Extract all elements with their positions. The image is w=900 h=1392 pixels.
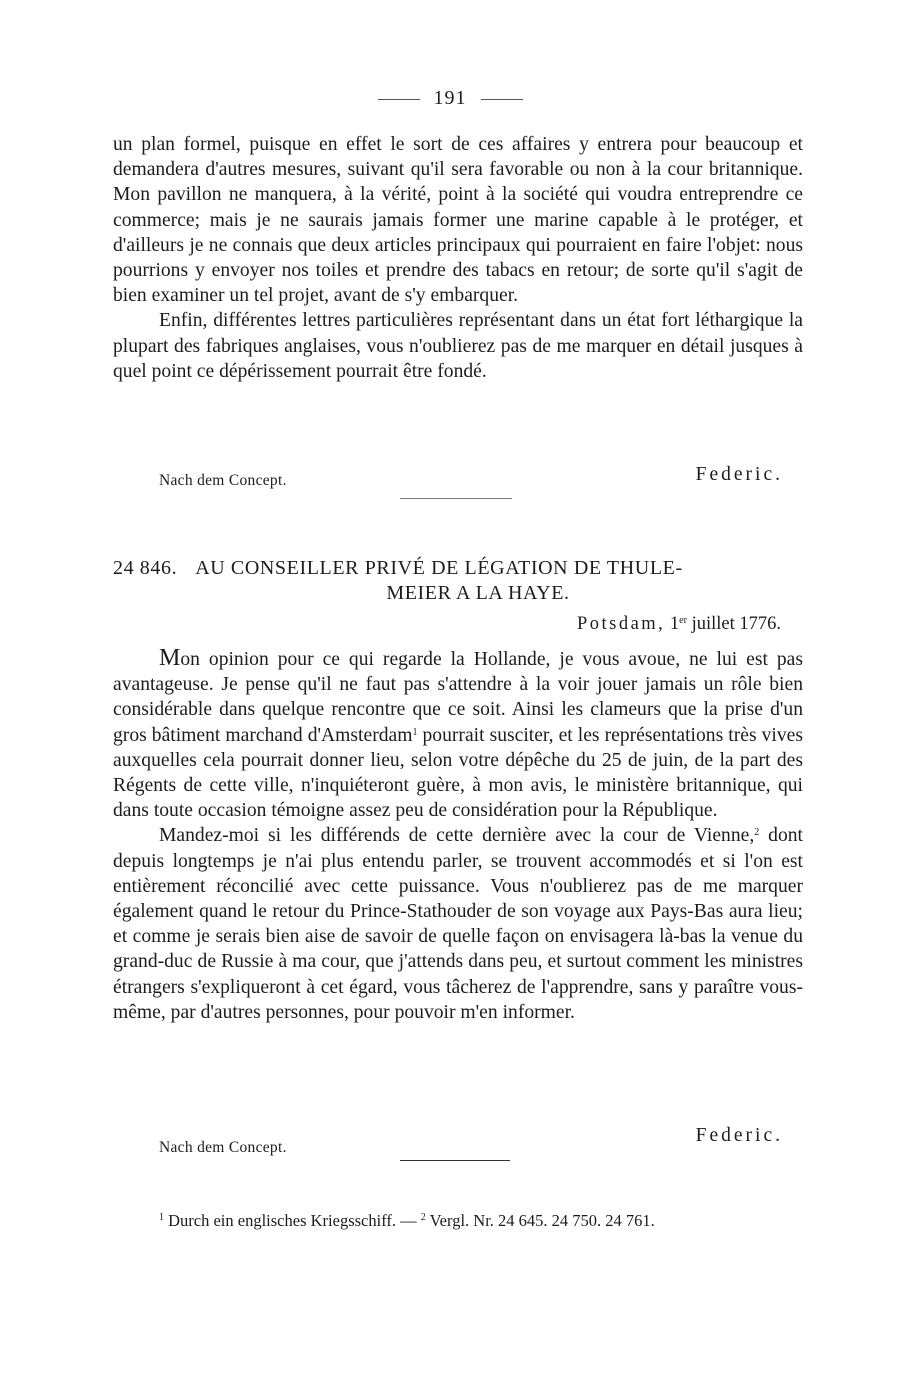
footnote-ref-1: 1 [412,726,418,738]
letter-place: Potsdam, [576,614,666,634]
letter-body [113,646,803,1025]
header-dash-left [378,99,420,100]
footnote-1: Durch ein englisches Kriegsschiff. — [164,1211,421,1230]
letter-number: 24 846. [113,557,178,579]
drop-cap: M [159,645,181,671]
letter-day: 1 [669,614,680,634]
letter-title-line2: MEIER A LA HAYE. [386,582,570,604]
footnotes [113,1210,803,1232]
letter-heading [113,556,803,606]
header-dash-right [481,99,523,100]
footnote-block [113,1210,803,1232]
separator-rule [400,1160,510,1161]
footnote-mark-2: 2 [420,1212,426,1223]
letter-dateline [577,612,781,637]
letter-day-suffix: er [679,615,687,626]
previous-letter-continuation [113,132,803,384]
footnote-2: Vergl. Nr. 24 645. 24 750. 24 761. [425,1211,655,1230]
source-note: Nach dem Concept. [159,472,287,489]
separator-rule [400,498,512,499]
continuation-paragraph: un plan formel, puisque en effet le sort de ces affaires y entrera pour beaucoup et demandera d'autres mesures, suivant qu'il sera favorable ou non à la cour britannique. Mon pavillon ne manquera, à la vérité, point à la société qui voudra entreprendre ce commerce; mais je ne saurais jamais former une marine capable à le protéger, et d'ailleurs je ne connais que deux articles principaux qui pourraient en faire l'objet: nous pourrions y envoyer nos toiles et prendre des tabacs en retour; de sorte qu'il s'agit de bien examiner un tel projet, avant de s'y embarquer. [113,134,803,307]
source-note: Nach dem Concept. [159,1139,287,1156]
signature: Federic. [695,464,783,485]
page-number: 191 [433,87,467,109]
letter-title-line1: AU CONSEILLER PRIVÉ DE LÉGATION DE THULE- [195,557,683,579]
signature-row-2 [113,1123,783,1156]
letter-paragraph-2: Mandez-moi si les différends de cette dernière avec la cour de Vienne,$^2$ dont depuis longtemps je n'ai plus entendu parler, se trouvent accommodés et si l'on est entièrement réconcilié avec cette puissance. Vous n'oublierez pas de me marquer également quand le retour du Prince-Stathouder de son voyage aux Pays-Bas aura lieu; et comme je serais bien aise de savoir de quelle façon on envisagera là-bas la venue du grand-duc de Russie à ma cour, que j'attends dans peu, et surtout comment les ministres étrangers s'expliqueront à cet égard, vous tâcherez de l'apprendre, sans y paraître vous-même, par d'autres personnes, pour pouvoir m'en informer. [113,825,804,1023]
letter-date: juillet 1776. [691,614,781,634]
signature: Federic. [695,1125,783,1146]
closing-paragraph: Enfin, différentes lettres particulières représentant dans un état fort léthargique la plupart des fabriques anglaises, vous n'oublierez pas de me marquer en détail jusques à quel point ce dépérissement pourrait être fondé. [113,310,803,382]
signature-row-1 [113,462,783,490]
page-header [0,87,900,110]
letter-paragraph-1: Mon opinion pour ce qui regarde la Hollande, je vous avoue, ne lui est pas avantageuse. Je pense qu'il ne faut pas s'attendre à la voir jouer jamais un rôle bien considérable dans quelque rencontre que ce soit. Ainsi les clameurs que la prise d'un gros bâtiment marchand d'Amsterdam$^1$ pourrait susciter, et les représentations très vives auxquelles cela pourrait donner lieu, selon votre dépêche du 25 de juin, de la part des Régents de cette ville, n'inquiéteront guère, à mon avis, le ministère britannique, qui dans toute occasion témoigne assez peu de considération pour la République. [113,645,803,822]
footnote-mark-1: 1 [159,1212,164,1223]
footnote-ref-2: 2 [754,827,760,839]
